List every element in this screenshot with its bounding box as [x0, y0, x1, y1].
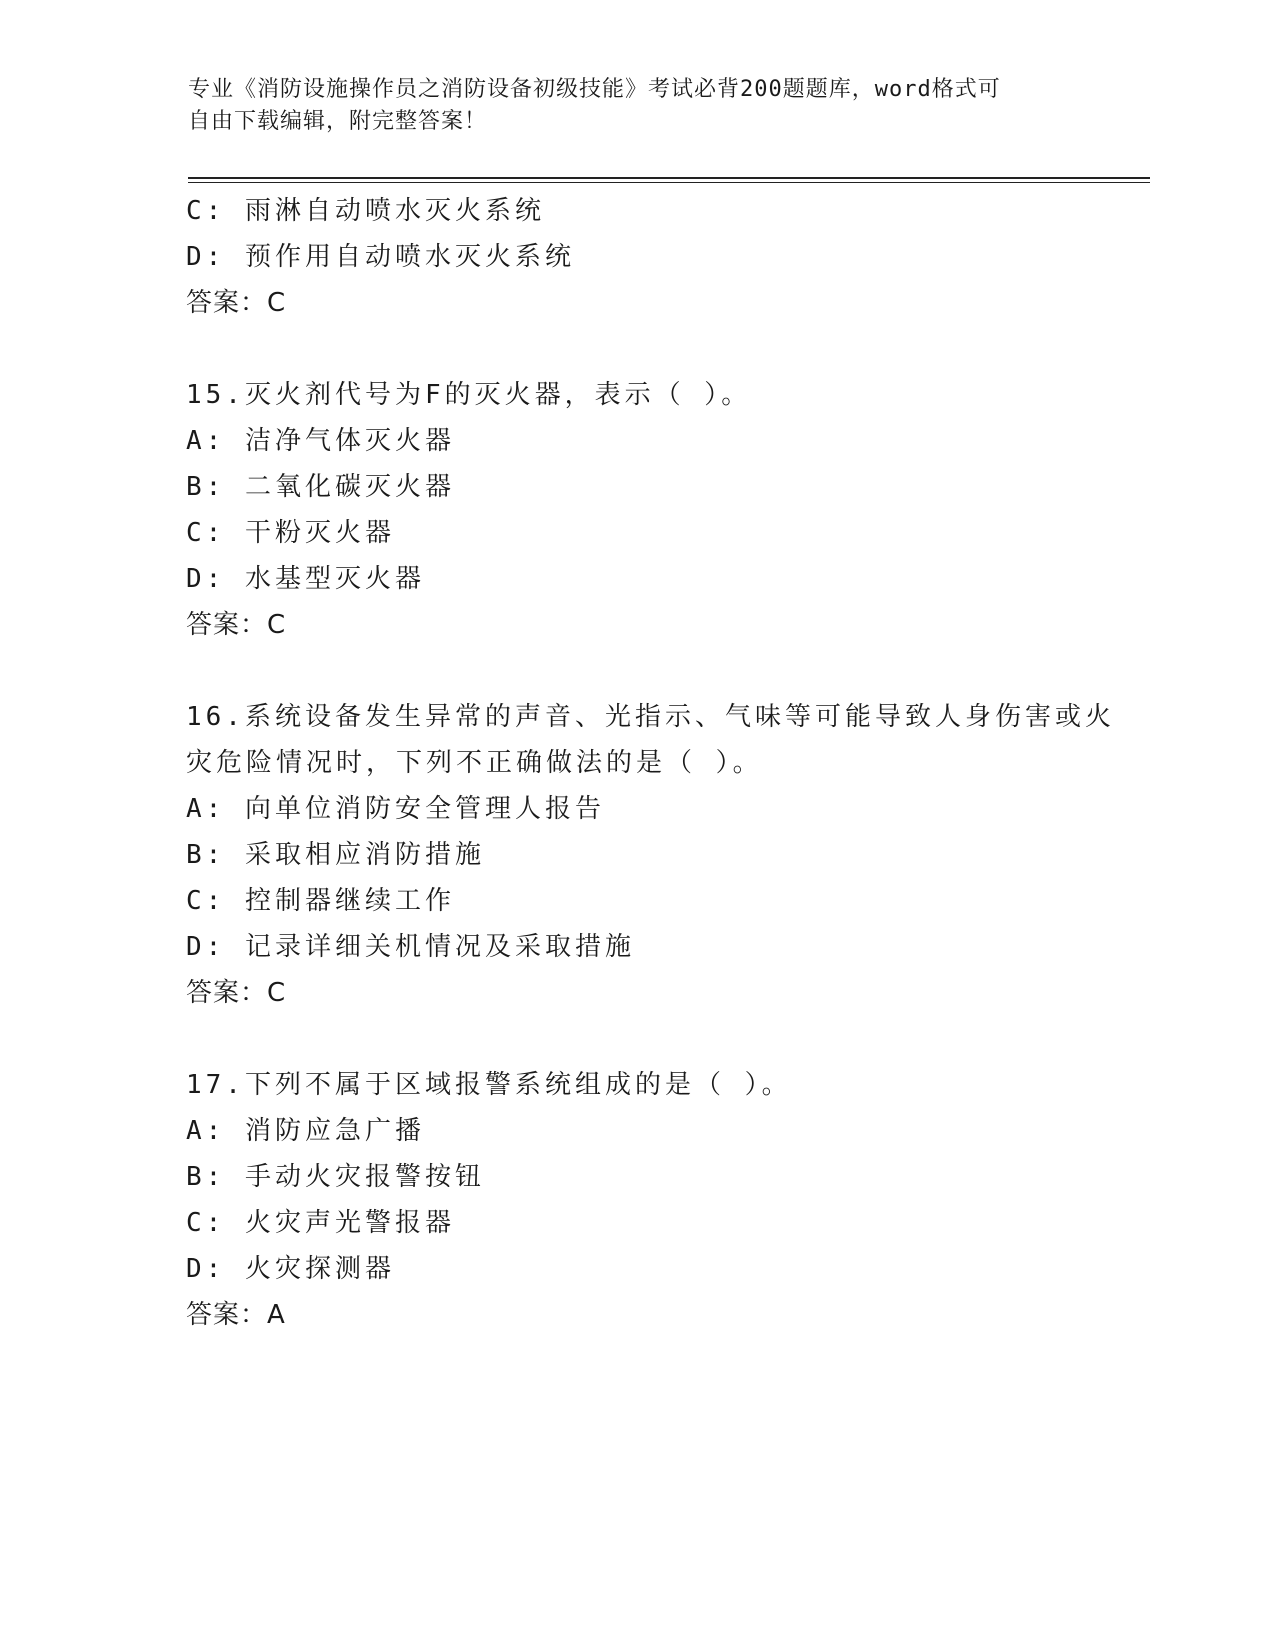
- question-16: [186, 694, 1146, 1016]
- option-b: B: 二氧化碳灭火器: [186, 472, 455, 502]
- question-stem-line-1: 16.系统设备发生异常的声音、光指示、气味等可能导致人身伤害或火: [186, 702, 1115, 732]
- option-d: D: 火灾探测器: [186, 1254, 395, 1284]
- option-c: C: 火灾声光警报器: [186, 1208, 455, 1238]
- option-b: B: 采取相应消防措施: [186, 840, 485, 870]
- header-line-1: 专业《消防设施操作员之消防设备初级技能》考试必背200题题库，word格式可: [188, 77, 1001, 102]
- header-divider-thick: [188, 177, 1150, 179]
- question-continued: [186, 188, 1146, 326]
- option-c: C: 控制器继续工作: [186, 886, 455, 916]
- option-a: A: 消防应急广播: [186, 1116, 425, 1146]
- question-stem: 17.下列不属于区域报警系统组成的是（ ）。: [186, 1070, 792, 1100]
- option-d: D: 水基型灭火器: [186, 564, 425, 594]
- question-stem: 15.灭火剂代号为F的灭火器，表示（ ）。: [186, 380, 752, 410]
- answer-line: 答案：A: [186, 1300, 286, 1330]
- answer-line: 答案：C: [186, 610, 287, 640]
- document-header: [188, 74, 1088, 138]
- question-stem-line-2: 灾危险情况时，下列不正确做法的是（ ）。: [186, 748, 763, 778]
- question-17: [186, 1062, 1146, 1338]
- option-d: D: 记录详细关机情况及采取措施: [186, 932, 635, 962]
- option-c: C: 雨淋自动喷水灭火系统: [186, 196, 545, 226]
- answer-line: 答案：C: [186, 288, 287, 318]
- header-divider-thin: [188, 182, 1150, 183]
- option-c: C: 干粉灭火器: [186, 518, 395, 548]
- option-a: A: 向单位消防安全管理人报告: [186, 794, 605, 824]
- header-line-2: 自由下载编辑，附完整答案！: [188, 109, 488, 134]
- question-15: [186, 372, 1146, 648]
- option-d: D: 预作用自动喷水灭火系统: [186, 242, 575, 272]
- question-list: [186, 188, 1146, 1338]
- answer-line: 答案：C: [186, 978, 287, 1008]
- option-b: B: 手动火灾报警按钮: [186, 1162, 485, 1192]
- option-a: A: 洁净气体灭火器: [186, 426, 455, 456]
